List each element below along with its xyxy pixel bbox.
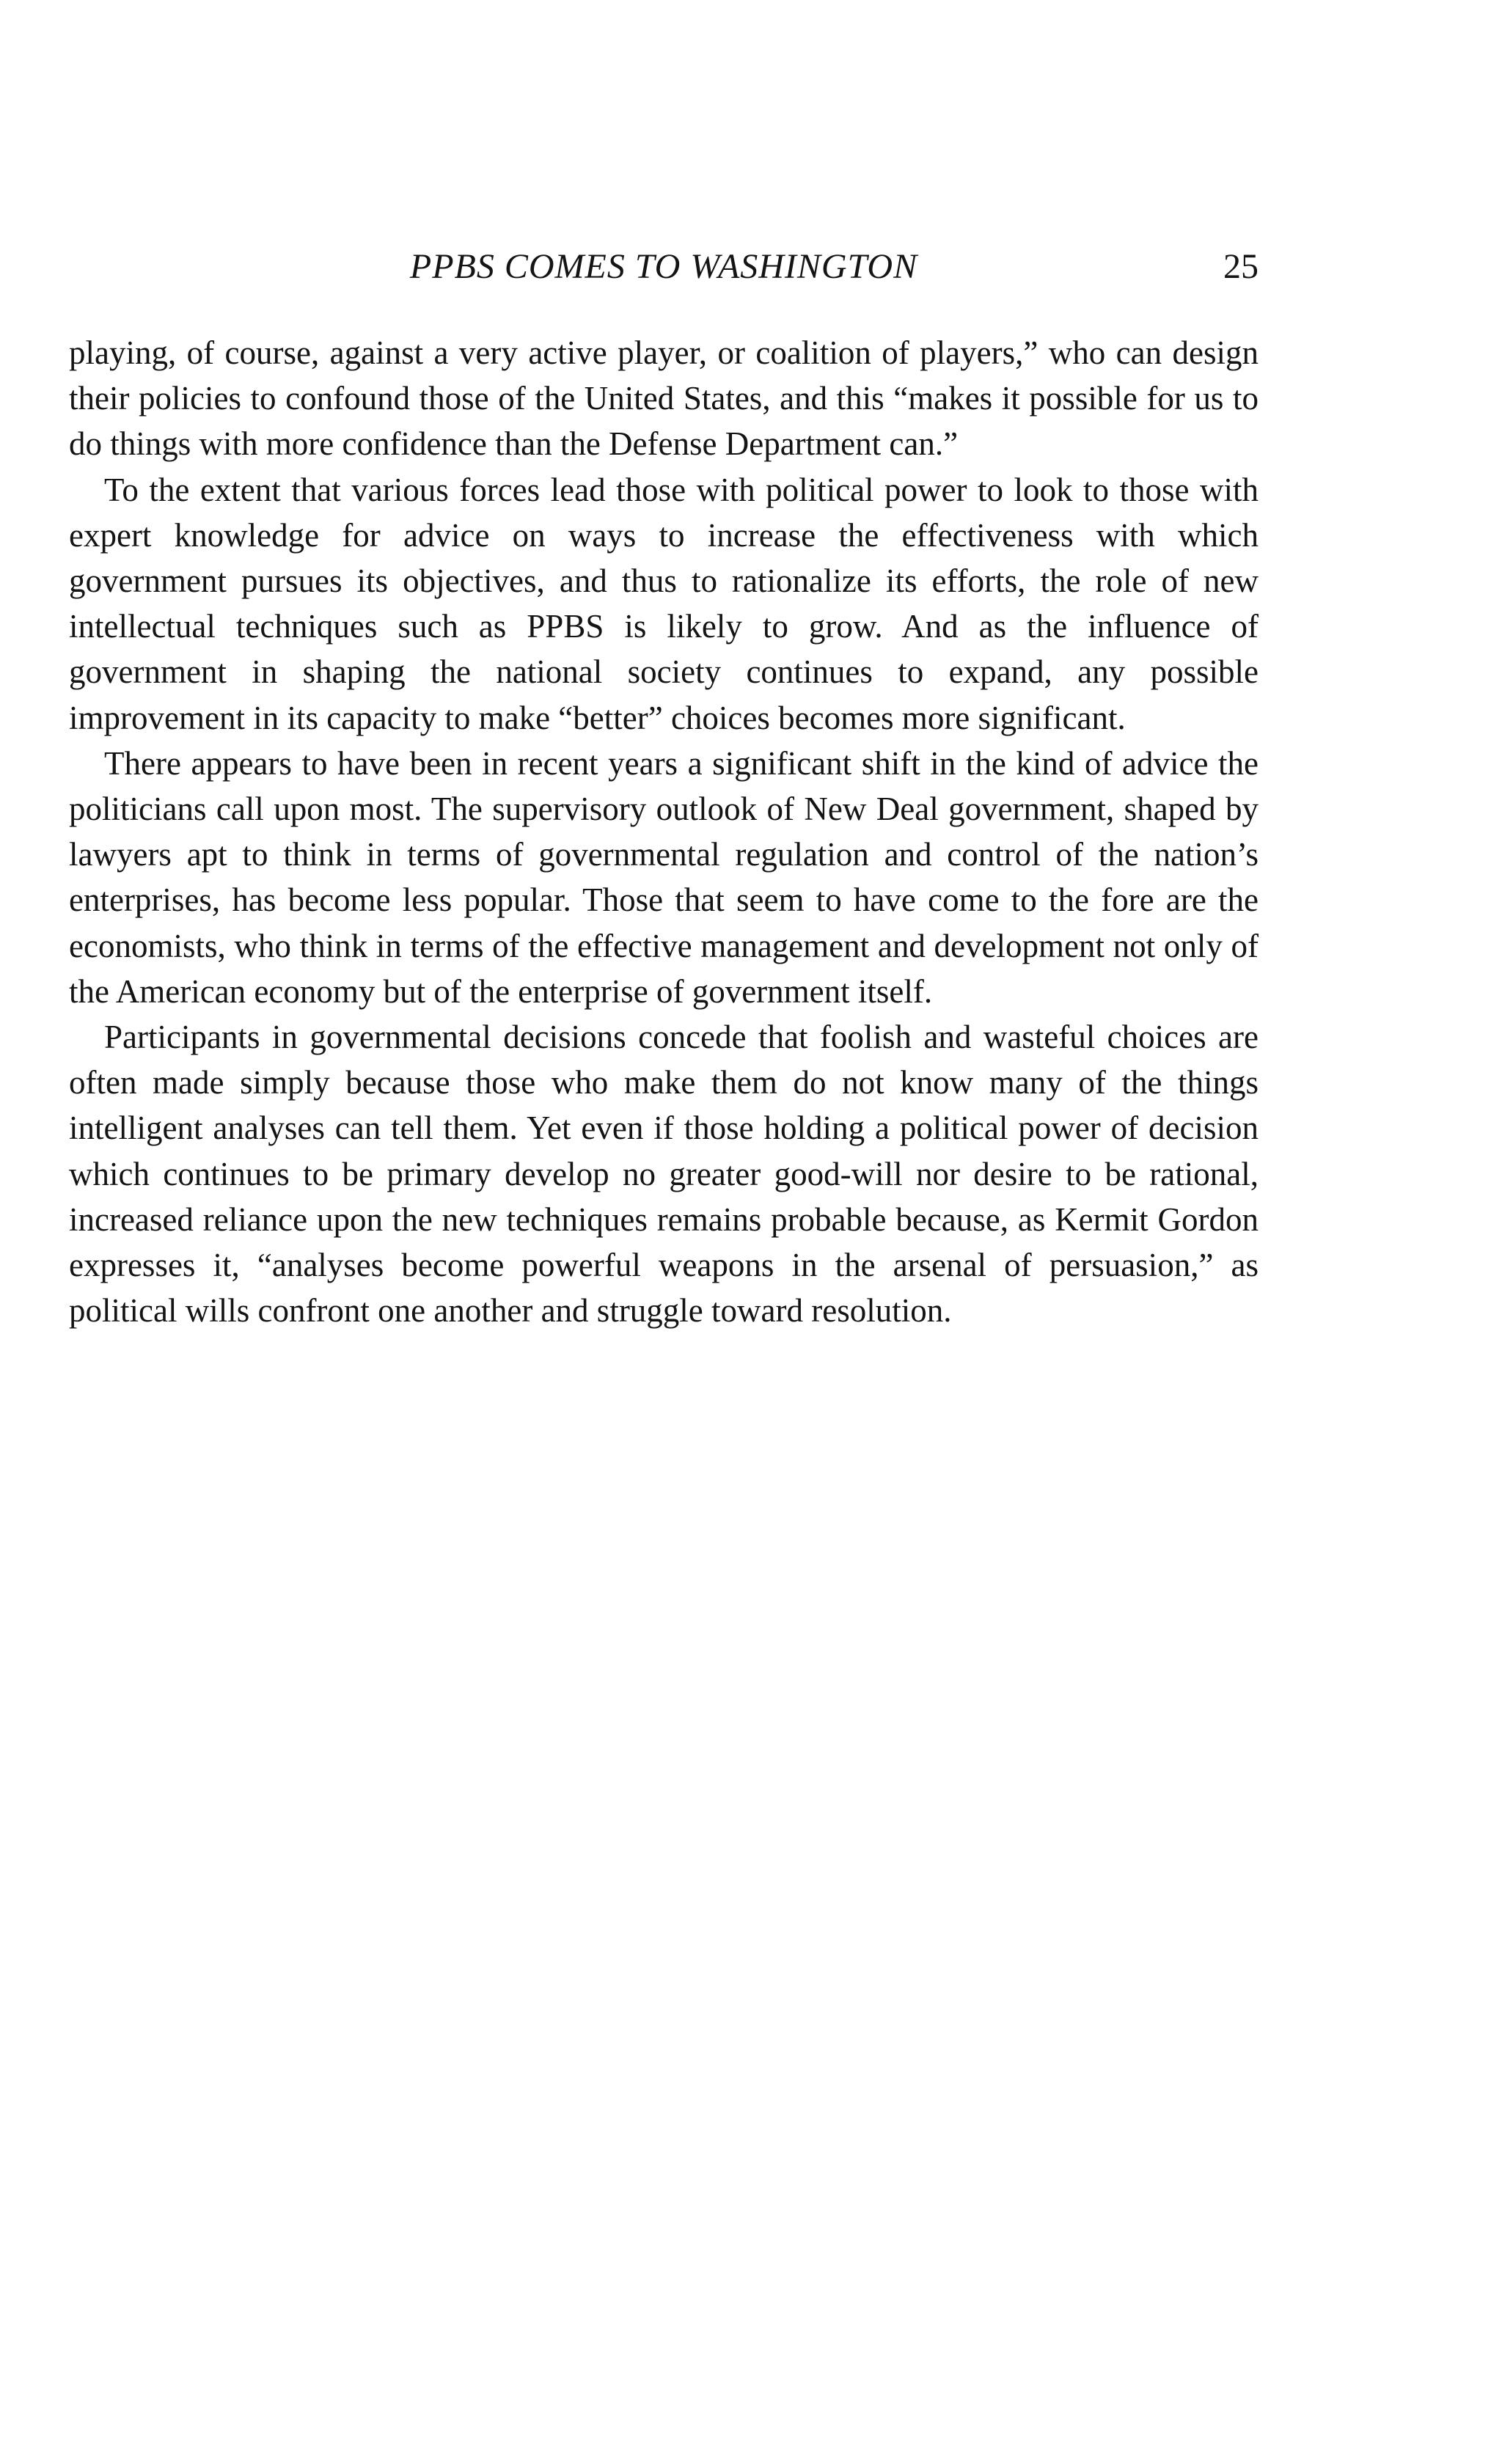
paragraph: To the extent that various forces lead those with political power to look to those with expert knowledge for advice on ways to increase the effectiveness with which government pursues its objectives, and thus to rationalize its efforts, the role of new intellectual techniques such as PPBS is likely to grow. And as the influence of government in shaping the national society continues to expand, any possible improvement in its capacity to make “better” choices becomes more significant. <box>69 471 1259 736</box>
paragraph-continuation: playing, of course, against a very active player, or coalition of players,” who can design their policies to confound those of the United States, and this “makes it possible for us to do things with more confidence than the Defense Department can.” <box>69 334 1259 463</box>
running-title: PPBS COMES TO WASHINGTON <box>409 247 918 286</box>
body-text <box>69 330 1259 1333</box>
paragraph: Participants in governmental decisions concede that foolish and wasteful choices are often made simply because those who make them do not know many of the things intelligent analyses can tell them. Yet even if those holding a political power of decision which continues to be primary develop no greater good-will nor desire to be rational, increased reliance upon the new techniques remains probable because, as Kermit Gordon expresses it, “analyses become powerful weapons in the arsenal of persuasion,” as political wills confront one another and struggle toward resolution. <box>69 1019 1259 1330</box>
running-head <box>69 246 1259 290</box>
paragraph: There appears to have been in recent years a significant shift in the kind of advice the politicians call upon most. The supervisory outlook of New Deal government, shaped by lawyers apt to think in terms of governmental regulation and control of the nation’s enterprises, has become less popular. Those that seem to have come to the fore are the economists, who think in terms of the effective management and development not only of the American economy but of the enterprise of government itself. <box>69 744 1259 1010</box>
page-number: 25 <box>1223 247 1259 286</box>
